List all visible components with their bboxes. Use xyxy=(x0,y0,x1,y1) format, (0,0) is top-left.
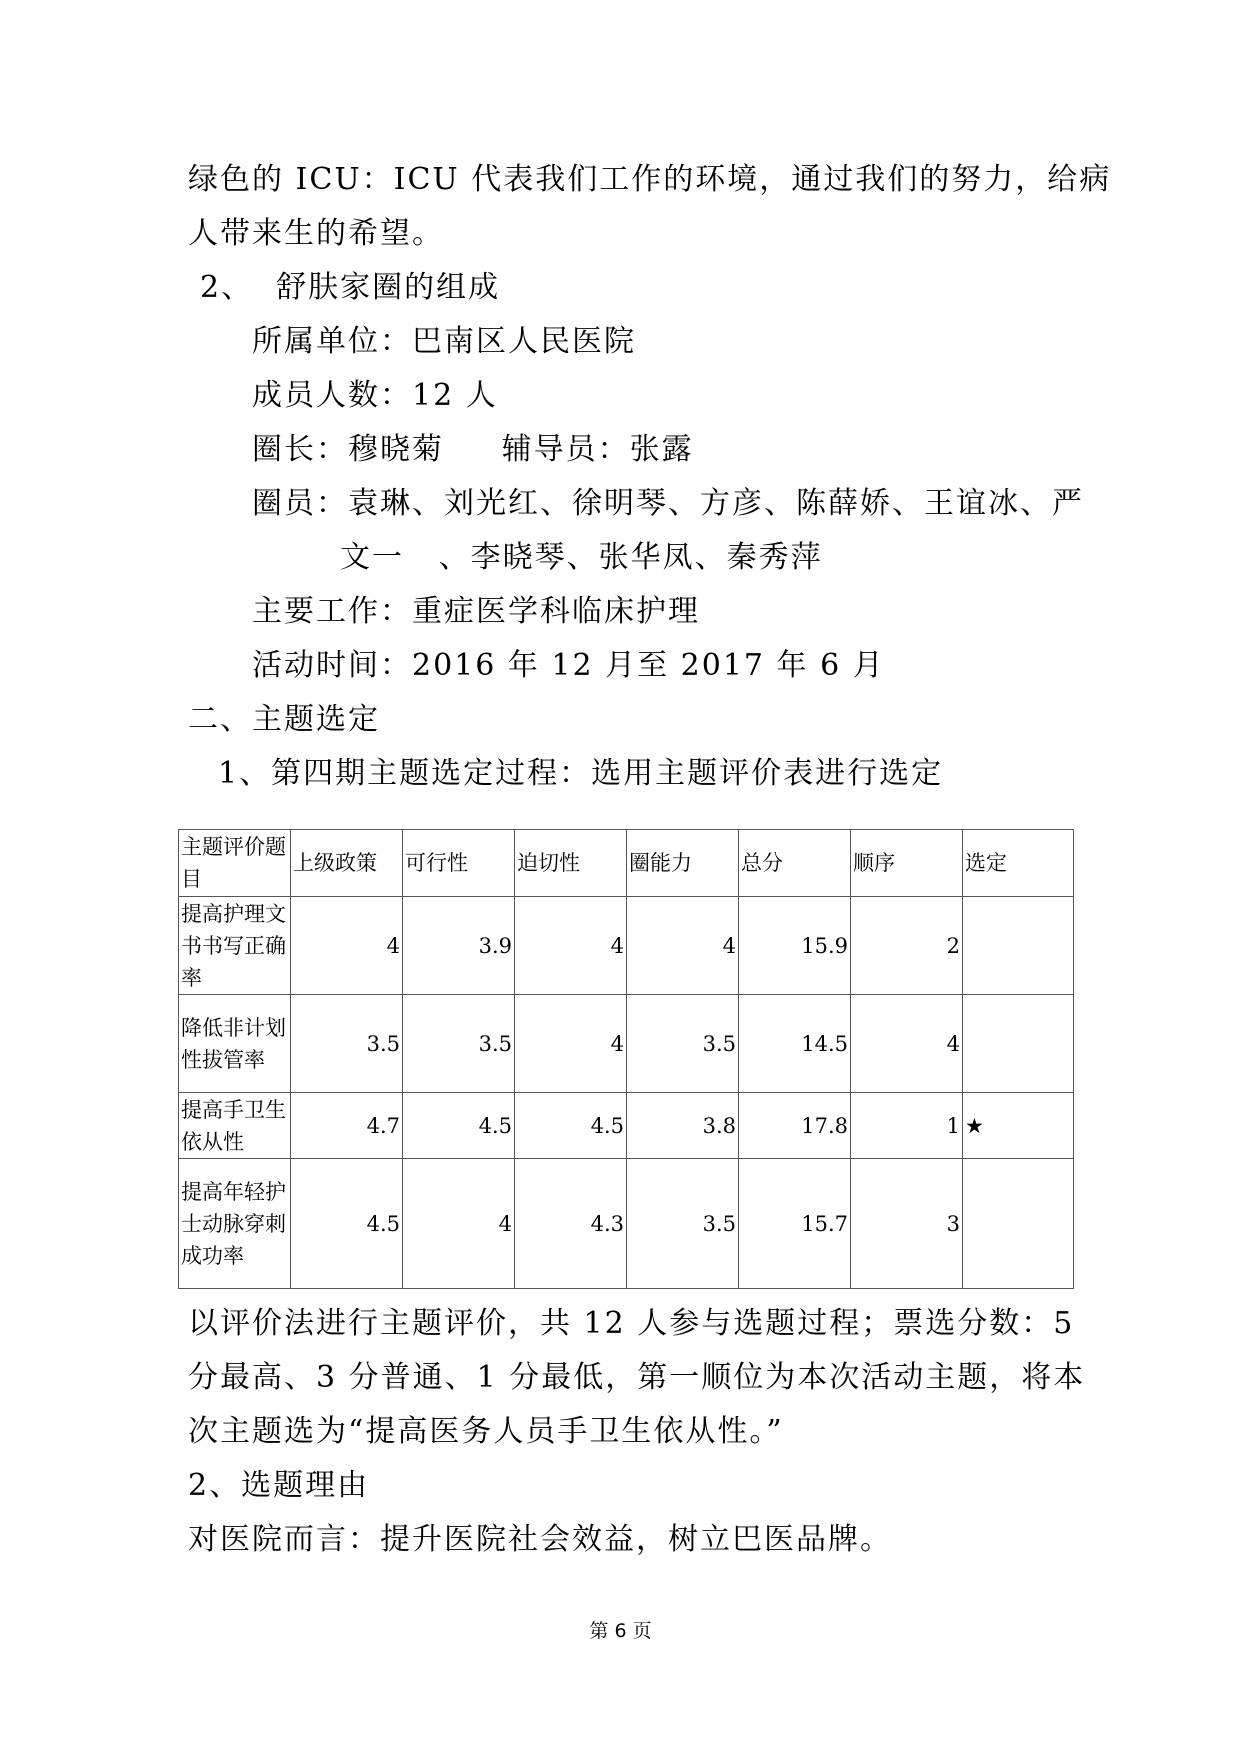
cell-feasibility: 4.5 xyxy=(403,1093,515,1159)
header-rank: 顺序 xyxy=(851,830,963,897)
cell-rank: 1 xyxy=(851,1093,963,1159)
cell-rank: 2 xyxy=(851,897,963,995)
subheading-composition: 2、 舒肤家圈的组成 xyxy=(200,270,501,305)
header-selected: 选定 xyxy=(963,830,1074,897)
cell-policy: 3.5 xyxy=(291,995,403,1093)
header-total: 总分 xyxy=(739,830,851,897)
cell-capability: 3.8 xyxy=(627,1093,739,1159)
cell-urgency: 4 xyxy=(515,897,627,995)
table-row xyxy=(179,995,1074,1093)
cell-urgency: 4 xyxy=(515,995,627,1093)
header-capability: 圈能力 xyxy=(627,830,739,897)
cell-policy: 4.5 xyxy=(291,1159,403,1289)
cell-policy: 4.7 xyxy=(291,1093,403,1159)
paragraph-line: 次主题选为“提高医务人员手卫生依从性。” xyxy=(188,1414,784,1449)
header-feasibility: 可行性 xyxy=(403,830,515,897)
row-topic: 提高护理文书书写正确率 xyxy=(179,897,291,995)
info-members: 圈员：袁琳、刘光红、徐明琴、方彦、陈薛娇、王谊冰、严 xyxy=(252,486,1084,521)
subheading-process: 1、第四期主题选定过程：选用主题评价表进行选定 xyxy=(218,756,944,791)
table-row xyxy=(179,1159,1074,1289)
selected-star-icon: ★ xyxy=(963,1093,1074,1159)
cell-feasibility: 3.5 xyxy=(403,995,515,1093)
info-members-cont: 文一 、李晓琴、张华凤、秦秀萍 xyxy=(340,540,823,575)
cell-total: 15.9 xyxy=(739,897,851,995)
cell-policy: 4 xyxy=(291,897,403,995)
header-urgency: 迫切性 xyxy=(515,830,627,897)
paragraph-line: 以评价法进行主题评价，共 12 人参与选题过程；票选分数：5 xyxy=(188,1306,1075,1341)
section-heading: 二、主题选定 xyxy=(188,702,380,737)
header-policy: 上级政策 xyxy=(291,830,403,897)
cell-total: 15.7 xyxy=(739,1159,851,1289)
row-topic: 降低非计划性拔管率 xyxy=(179,995,291,1093)
info-time: 活动时间：2016 年 12 月至 2017 年 6 月 xyxy=(252,648,885,683)
info-unit: 所属单位：巴南区人民医院 xyxy=(252,324,636,359)
cell-selected xyxy=(963,897,1074,995)
cell-rank: 3 xyxy=(851,1159,963,1289)
cell-feasibility: 4 xyxy=(403,1159,515,1289)
header-topic: 主题评价题目 xyxy=(179,830,291,897)
page-number: 第 6 页 xyxy=(589,1620,652,1642)
paragraph-line: 分最高、3 分普通、1 分最低，第一顺位为本次活动主题，将本 xyxy=(188,1360,1086,1395)
subheading-reason: 2、选题理由 xyxy=(188,1468,370,1503)
cell-urgency: 4.5 xyxy=(515,1093,627,1159)
cell-total: 17.8 xyxy=(739,1093,851,1159)
cell-feasibility: 3.9 xyxy=(403,897,515,995)
cell-selected xyxy=(963,1159,1074,1289)
info-member-count: 成员人数：12 人 xyxy=(252,378,498,413)
info-leader: 圈长：穆晓菊 辅导员：张露 xyxy=(252,432,694,467)
cell-selected xyxy=(963,995,1074,1093)
table-row xyxy=(179,897,1074,995)
paragraph-line: 绿色的 ICU：ICU 代表我们工作的环境，通过我们的努力，给病 xyxy=(188,162,1112,197)
table-header-row xyxy=(179,830,1074,897)
cell-capability: 3.5 xyxy=(627,1159,739,1289)
table-row xyxy=(179,1093,1074,1159)
cell-rank: 4 xyxy=(851,995,963,1093)
cell-urgency: 4.3 xyxy=(515,1159,627,1289)
cell-capability: 3.5 xyxy=(627,995,739,1093)
cell-total: 14.5 xyxy=(739,995,851,1093)
row-topic: 提高手卫生依从性 xyxy=(179,1093,291,1159)
paragraph-line: 对医院而言：提升医院社会效益，树立巴医品牌。 xyxy=(188,1522,892,1557)
cell-capability: 4 xyxy=(627,897,739,995)
info-work: 主要工作：重症医学科临床护理 xyxy=(252,594,700,629)
row-topic: 提高年轻护士动脉穿刺成功率 xyxy=(179,1159,291,1289)
paragraph-line: 人带来生的希望。 xyxy=(188,216,444,251)
evaluation-table xyxy=(178,829,1074,1289)
